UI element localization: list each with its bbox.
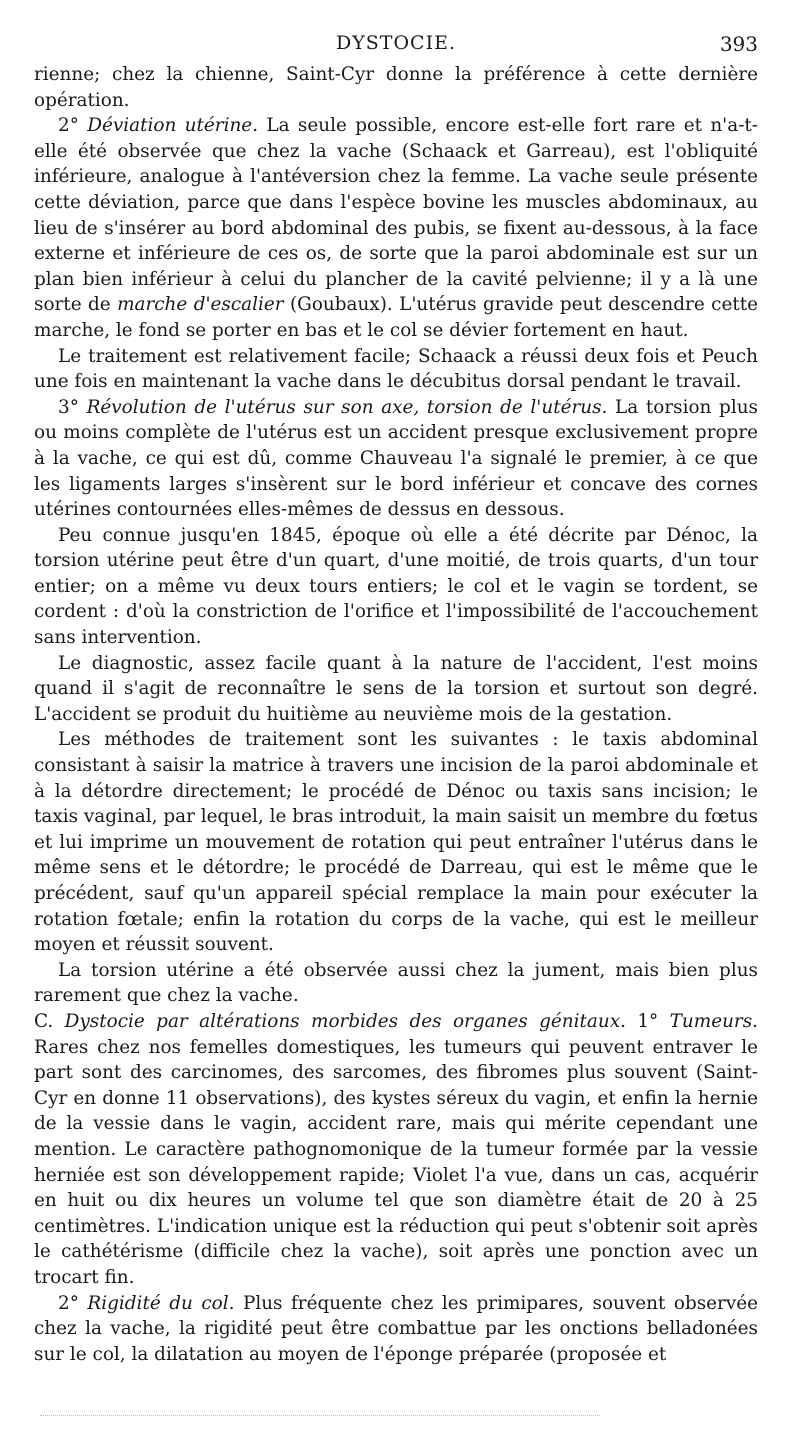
paragraph-text: rienne; chez la chienne, Saint-Cyr donne la préférence à cette dernière opération. bbox=[34, 64, 758, 111]
scan-artifact-line bbox=[40, 1405, 600, 1416]
paragraph-text: Le traitement est relativement facile; Schaack a réussi deux fois et Peuch une fois en maintenant la vache dans le décubitus dorsal pendant le travail. bbox=[34, 345, 758, 393]
paragraph-jument bbox=[34, 958, 758, 1009]
paragraph-text: (Goubaux). L'utérus gravide peut descendre cette marche, le fond se porter en bas et le col se dévier fortement en haut. bbox=[34, 294, 758, 341]
paragraph-rigidite-col bbox=[34, 1291, 758, 1368]
page-number: 393 bbox=[719, 32, 758, 56]
page-header bbox=[34, 28, 758, 62]
paragraph-methodes bbox=[34, 727, 758, 957]
paragraph-text: La torsion utérine a été observée aussi chez la jument, mais bien plus rarement que chez la vache. bbox=[34, 959, 758, 1007]
paragraph-text: La seule possible, encore est-elle fort rare et n'a-t-elle été observée que chez la vache (Schaack et Garreau), est l'obliquité inférieure, analogue à l'antéversion chez la femme. La vache seule présente cette déviation, parce que dans l'espèce bovine les muscles abdominaux, au lieu de s'insérer au bord abdominal des pubis, se fixent au-dessous, à la face externe et inférieure de ces os, de sorte que la paroi abdominale est sur un plan bien inférieur à celui du plancher de la cavité pelvienne; il y a là une sorte de bbox=[34, 115, 759, 316]
paragraph-text: La torsion plus ou moins complète de l'utérus est un accident presque exclusivement propre à la vache, ce qui est dû, comme Chauveau l'a signalé le premier, à ce que les ligaments larges s'insèrent sur le bord inférieur et concave des cornes utérines contournées elles-mêmes de dessus en dessous. bbox=[34, 396, 758, 521]
section-title: Rigidité du col. bbox=[87, 1292, 235, 1314]
paragraph-deviation-uterine bbox=[34, 113, 758, 343]
section-number: 2° bbox=[58, 115, 88, 137]
paragraph-text: Plus fréquente chez les primipares, souvent observée chez la vache, la rigidité peut être combattue par les onctions belladonées sur le col, la dilatation au moyen de l'éponge préparée (proposée et bbox=[34, 1292, 758, 1365]
emphasis-text: marche d'escalier bbox=[117, 294, 284, 316]
page-body bbox=[34, 62, 758, 1367]
paragraph-text: Le diagnostic, assez facile quant à la nature de l'accident, l'est moins quand il s'agit de reconnaître le sens de la torsion et surtout son degré. L'accident se produit du huitième au neuvième mois de la gestation. bbox=[34, 652, 758, 725]
paragraph-torsion-uterus bbox=[34, 395, 758, 523]
section-title: Révolution de l'utérus sur son axe, torsion de l'utérus. bbox=[86, 396, 608, 418]
section-number: 2° bbox=[58, 1292, 88, 1314]
paragraph-text: Les méthodes de traitement sont les suivantes : le taxis abdominal consistant à saisir la matrice à travers une incision de la paroi abdominale et à la détordre directement; le procédé de Dénoc ou taxis sans incision; le taxis vaginal, par lequel, le bras introduit, la main saisit un membre du fœtus et lui imprime un mouvement de rotation qui peut entraîner l'utérus dans le même sens et le détordre; le procédé de Darreau, qui est le même que le précédent, sauf qu'un appareil spécial remplace la main pour exécuter la rotation fœtale; enfin la rotation du corps de la vache, qui est le meilleur moyen et réussit souvent. bbox=[34, 729, 758, 956]
section-title: Dystocie par altérations morbides des organes génitaux. bbox=[64, 1010, 626, 1032]
paragraph-text: Rares chez nos femelles domestiques, les tumeurs qui peuvent entraver le part sont des carcinomes, des sarcomes, des fibromes plus souvent (Saint-Cyr en donne 11 observations), des kystes séreux du vagin, et enfin la hernie de la vessie dans le vagin, accident rare, mais qui mérite cependant une mention. Le caractère pathognomonique de la tumeur formée par la vessie herniée est son développement rapide; Violet l'a vue, dans un cas, acquérir en huit ou dix heures un volume tel que son diamètre était de 20 à 25 centimètres. L'indication unique est la réduction qui peut s'obtenir soit après le cathétérisme (difficile chez la vache), soit après une ponction avec un trocart fin. bbox=[34, 1036, 758, 1288]
subsection-title: Tumeurs. bbox=[669, 1010, 758, 1032]
subsection-number: 1° bbox=[625, 1010, 670, 1032]
paragraph-text: Peu connue jusqu'en 1845, époque où elle a été décrite par Dénoc, la torsion utérine peut être d'un quart, d'une moitié, de trois quarts, d'un tour entier; on a même vu deux tours entiers; le col et le vagin se tordent, se cordent : d'où la constriction de l'orifice et l'impossibilité de l'accouchement sans intervention. bbox=[34, 524, 758, 649]
paragraph-continuation bbox=[34, 62, 758, 113]
section-title: Déviation utérine. bbox=[87, 115, 259, 137]
paragraph-alterations-morbides bbox=[34, 1009, 758, 1291]
running-title: DYSTOCIE. bbox=[336, 32, 456, 54]
section-letter: C. bbox=[34, 1010, 65, 1032]
paragraph-history bbox=[34, 523, 758, 651]
section-number: 3° bbox=[58, 396, 87, 418]
paragraph-traitement bbox=[34, 344, 758, 395]
paragraph-diagnostic bbox=[34, 651, 758, 728]
